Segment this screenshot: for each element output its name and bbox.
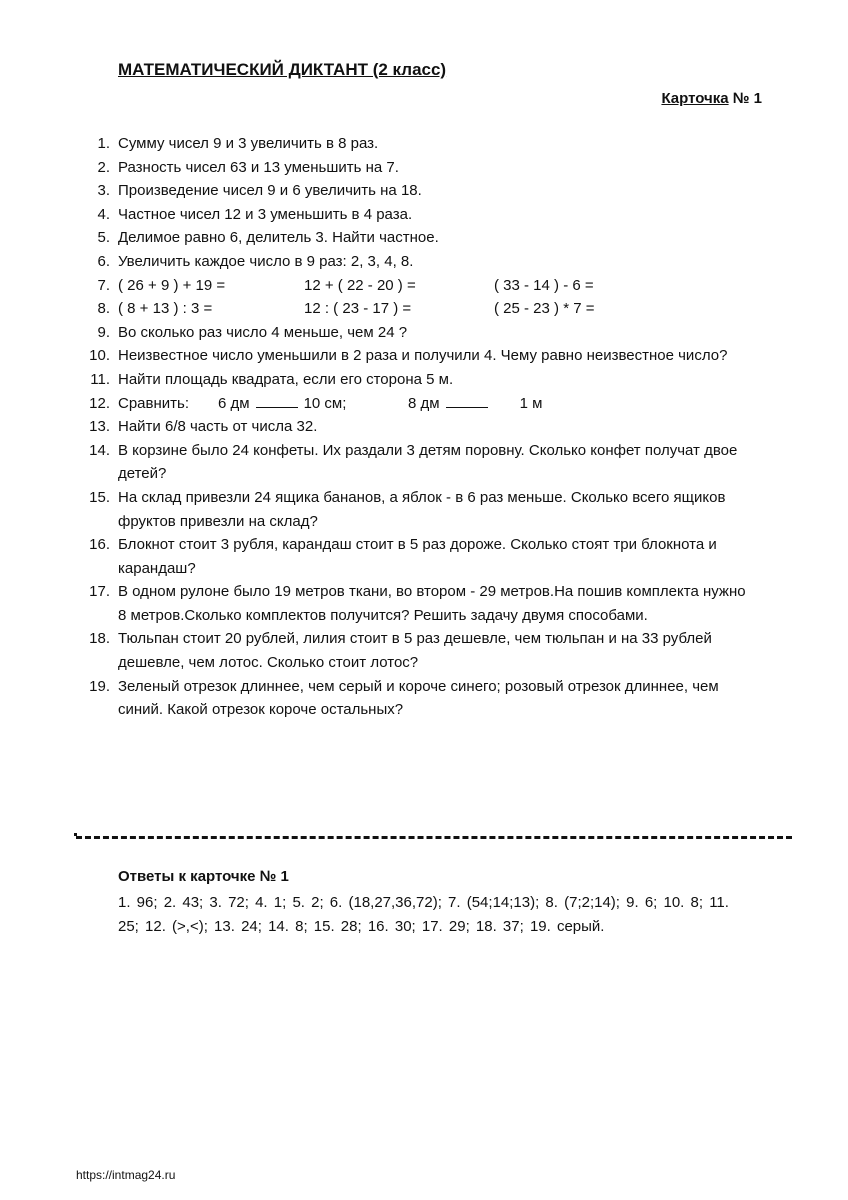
task-text: Частное чисел 12 и 3 уменьшить в 4 раза.: [118, 205, 413, 223]
compare-pair-2: [408, 392, 542, 416]
task-number: 18.: [89, 630, 110, 648]
task-text: Увеличить каждое число в 9 раз: 2, 3, 4, 8.: [118, 252, 414, 270]
task-item: [0, 415, 848, 439]
cut-line-separator: [76, 836, 792, 839]
expression: ( 33 - 14 ) - 6 =: [494, 276, 594, 294]
compare-left: 6 дм: [218, 394, 250, 412]
task-text: Сумму чисел 9 и 3 увеличить в 8 раз.: [118, 135, 379, 152]
task-number: 6.: [97, 252, 110, 270]
task-number: 5.: [97, 229, 110, 247]
task-text: Во сколько раз число 4 меньше, чем 24 ?: [118, 323, 408, 341]
task-number: 3.: [97, 182, 110, 200]
card-number: № 1: [732, 90, 762, 107]
compare-left: 8 дм: [408, 394, 440, 412]
task-number: 19.: [89, 677, 110, 695]
task-number: 4.: [97, 205, 110, 223]
task-number: 17.: [89, 583, 110, 601]
task-text: Найти 6/8 часть от числа 32.: [118, 418, 318, 436]
expression: 12 : ( 23 - 17 ) =: [304, 300, 412, 318]
answers-text: 1. 96; 2. 43; 3. 72; 4. 1; 5. 2; 6. (18,27,36,72); 7. (54;14;13); 8. (7;2;14); 9. 6; 10. 8; 11. 25; 12. (>,<); 13. 24; 14. 8; 15. 28; 16. 30; 17. 29; 18. 37; 19. серый.: [118, 894, 729, 935]
page-title: МАТЕМАТИЧЕСКИЙ ДИКТАНТ (2 класс): [118, 60, 447, 79]
task-item: [0, 250, 848, 274]
answers-title: Ответы к карточке № 1: [118, 868, 289, 885]
compare-pair-1: [218, 392, 408, 416]
task-number: 12.: [89, 394, 110, 412]
expression: ( 26 + 9 ) + 19 =: [118, 276, 226, 294]
compare-row: [118, 392, 748, 416]
task-text: Произведение чисел 9 и 6 увеличить на 18.: [118, 182, 422, 200]
task-text: В одном рулоне было 19 метров ткани, во втором - 29 метров.На пошив комплекта нужно 8 метров.Сколько комплектов получится? Решить задачу двумя способами.: [118, 583, 746, 624]
task-item: [0, 486, 848, 533]
task-item: [0, 226, 848, 250]
task-text: Делимое равно 6, делитель 3. Найти частное.: [118, 229, 439, 247]
task-item: [0, 321, 848, 345]
task-number: 16.: [89, 536, 110, 554]
task-number: 7.: [97, 276, 110, 294]
task-item: [0, 344, 848, 368]
task-number: 2.: [97, 158, 110, 176]
expression: 12 + ( 22 - 20 ) =: [304, 276, 416, 294]
task-number: 15.: [89, 488, 110, 506]
task-item: [0, 297, 848, 321]
task-item: [0, 675, 848, 722]
task-text: Найти площадь квадрата, если его сторона 5 м.: [118, 370, 454, 388]
task-text: Тюльпан стоит 20 рублей, лилия стоит в 5 раз дешевле, чем тюльпан и на 33 рублей дешевле, чем лотос. Сколько стоит лотос?: [118, 630, 712, 672]
task-item: [0, 179, 848, 203]
task-text: Разность чисел 63 и 13 уменьшить на 7.: [118, 158, 399, 176]
task-number: 14.: [89, 441, 110, 459]
task-list: [0, 132, 848, 722]
task-text: Неизвестное число уменьшили в 2 раза и получили 4. Чему равно неизвестное число?: [118, 347, 728, 365]
task-item: [0, 392, 848, 416]
task-item: [0, 203, 848, 227]
compare-right: 1 м: [519, 394, 543, 412]
task-number: 10.: [89, 347, 110, 365]
task-item: [0, 627, 848, 674]
expression-row: [118, 274, 748, 298]
compare-right: 10 см;: [303, 394, 347, 412]
footer-url: https://intmag24.ru: [76, 1168, 176, 1182]
task-number: 11.: [90, 370, 110, 388]
task-text: Блокнот стоит 3 рубля, карандаш стоит в 5 раз дороже. Сколько стоят три блокнота и карандаш?: [118, 536, 717, 577]
compare-label: Сравнить:: [118, 394, 190, 412]
task-item: [0, 533, 848, 580]
answer-blank: [256, 393, 298, 408]
expression: ( 25 - 23 ) * 7 =: [494, 300, 595, 318]
task-text: Зеленый отрезок длиннее, чем серый и короче синего; розовый отрезок длиннее, чем синий. Какой отрезок короче остальных?: [118, 677, 719, 719]
expression-row: [118, 297, 748, 321]
card-label: [661, 90, 762, 107]
task-item: [0, 132, 848, 156]
task-number: 1.: [97, 135, 110, 152]
task-number: 9.: [97, 323, 110, 341]
task-number: 13.: [89, 418, 110, 436]
task-item: [0, 274, 848, 298]
task-text: В корзине было 24 конфеты. Их раздали 3 детям поровну. Сколько конфет получат двое детей?: [118, 441, 738, 483]
task-item: [0, 156, 848, 180]
expression: ( 8 + 13 ) : 3 =: [118, 300, 213, 318]
card-word: Карточка: [661, 90, 729, 107]
task-text: На склад привезли 24 ящика бананов, а яблок - в 6 раз меньше. Сколько всего ящиков фруктов привезли на склад?: [118, 488, 726, 530]
task-item: [0, 580, 848, 627]
task-item: [0, 368, 848, 392]
task-number: 8.: [97, 300, 110, 318]
answer-blank: [446, 393, 488, 408]
task-item: [0, 439, 848, 486]
